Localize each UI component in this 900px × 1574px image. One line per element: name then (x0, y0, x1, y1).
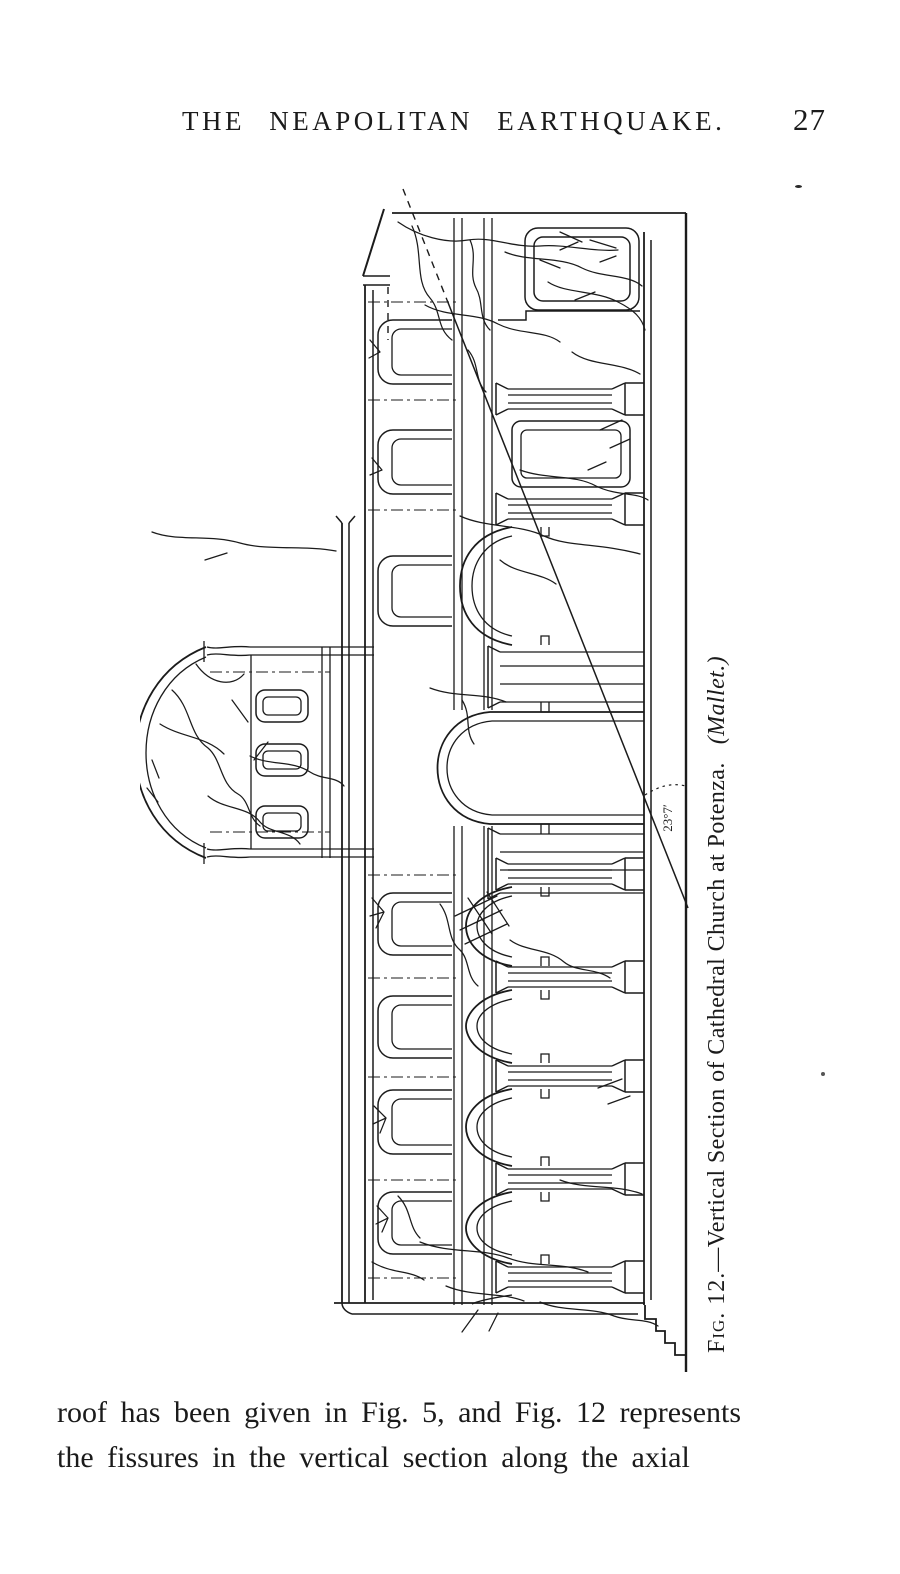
angle-label: 23°7′ (660, 804, 675, 832)
clerestory-windows (368, 302, 458, 1278)
body-line: roof has been given in Fig. 5, and Fig. 12 represents (57, 1396, 742, 1429)
body-line: the fissures in the vertical section along the axial (57, 1441, 690, 1474)
body-paragraph (57, 1390, 845, 1480)
figure-caption (704, 533, 731, 1353)
building-outer-walls (336, 209, 651, 1305)
wave-path-line (403, 189, 688, 908)
choir-vault-panel (498, 228, 640, 320)
figure-caption-title: —Vertical Section of Cathedral Church at Potenza. (704, 762, 730, 1272)
scan-speck (821, 1072, 825, 1076)
running-head-title: THE NEAPOLITAN EARTHQUAKE. (182, 106, 726, 136)
arcade-arches (460, 421, 630, 1304)
page-number: 27 (793, 102, 826, 137)
nave-entablature-bands (454, 218, 492, 1305)
figure-caption-attribution: (Mallet.) (704, 656, 730, 745)
floor-and-steps (334, 1303, 686, 1355)
arcade-piers (496, 383, 644, 1293)
cathedral-section-drawing (140, 180, 700, 1380)
figure-caption-label: Fig. 12. (704, 1271, 730, 1353)
figure-12 (0, 170, 900, 1385)
scan-speck (795, 185, 802, 188)
dome-and-drum (140, 641, 374, 864)
crossing-arch (438, 646, 645, 899)
